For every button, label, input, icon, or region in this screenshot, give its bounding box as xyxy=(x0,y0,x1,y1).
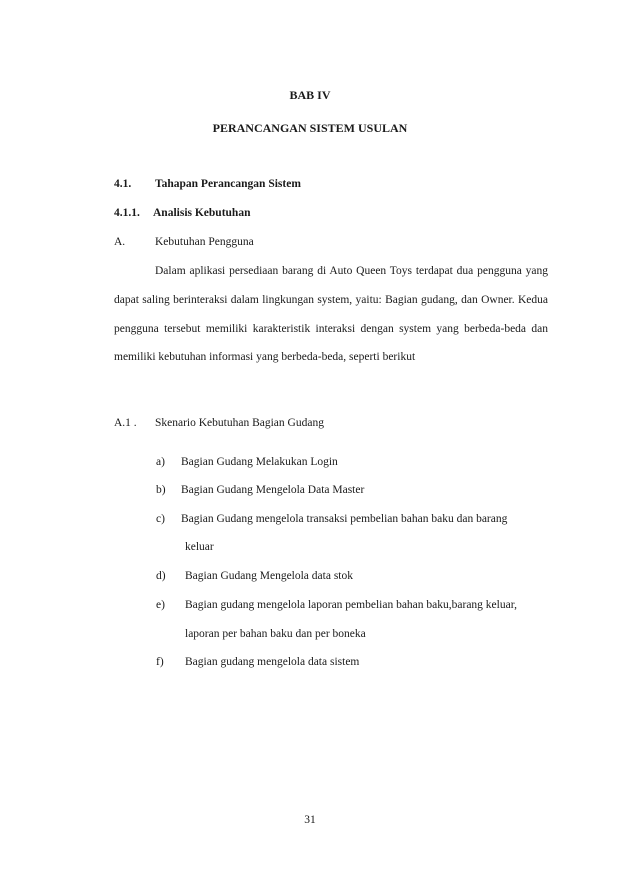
section-4-1-title: Tahapan Perancangan Sistem xyxy=(155,178,301,190)
list-text-continued: laporan per bahan baku dan per boneka xyxy=(185,628,366,640)
section-4-1-1-number: 4.1.1. xyxy=(114,207,140,219)
section-4-1-number: 4.1. xyxy=(114,178,132,190)
list-letter: e) xyxy=(156,599,165,611)
list-letter: b) xyxy=(156,484,166,496)
body-paragraph xyxy=(114,257,548,372)
paragraph-text: Dalam aplikasi persediaan barang di Auto Queen Toys terdapat dua pengguna yang dapat saling berinteraksi dalam lingkungan system, yaitu: Bagian gudang, dan Owner. Kedua pengguna tersebut memiliki karakteristik interaksi dengan system yang berbeda-beda dan memiliki kebutuhan informasi yang berbeda-beda, seperti berikut xyxy=(114,265,548,364)
list-text-continued: keluar xyxy=(185,541,214,553)
list-text: Bagian Gudang Mengelola data stok xyxy=(185,570,353,582)
list-text: Bagian Gudang mengelola transaksi pembelian bahan baku dan barang xyxy=(181,513,508,525)
section-a1-number: A.1 . xyxy=(114,417,137,429)
list-letter: a) xyxy=(156,456,165,468)
list-text: Bagian Gudang Melakukan Login xyxy=(181,456,338,468)
section-a-number: A. xyxy=(114,236,126,248)
list-letter: f) xyxy=(156,656,164,668)
page-number: 31 xyxy=(304,814,316,826)
list-text: Bagian gudang mengelola data sistem xyxy=(185,656,360,668)
list-letter: c) xyxy=(156,513,165,525)
chapter-title: BAB IV xyxy=(289,88,331,102)
section-4-1-1-title: Analisis Kebutuhan xyxy=(153,207,251,219)
list-letter: d) xyxy=(156,570,166,582)
section-a-title: Kebutuhan Pengguna xyxy=(155,236,254,248)
list-text: Bagian gudang mengelola laporan pembelian bahan baku,barang keluar, xyxy=(185,599,517,611)
chapter-subtitle: PERANCANGAN SISTEM USULAN xyxy=(212,121,408,135)
section-a1-title: Skenario Kebutuhan Bagian Gudang xyxy=(155,417,324,429)
list-text: Bagian Gudang Mengelola Data Master xyxy=(181,484,365,496)
